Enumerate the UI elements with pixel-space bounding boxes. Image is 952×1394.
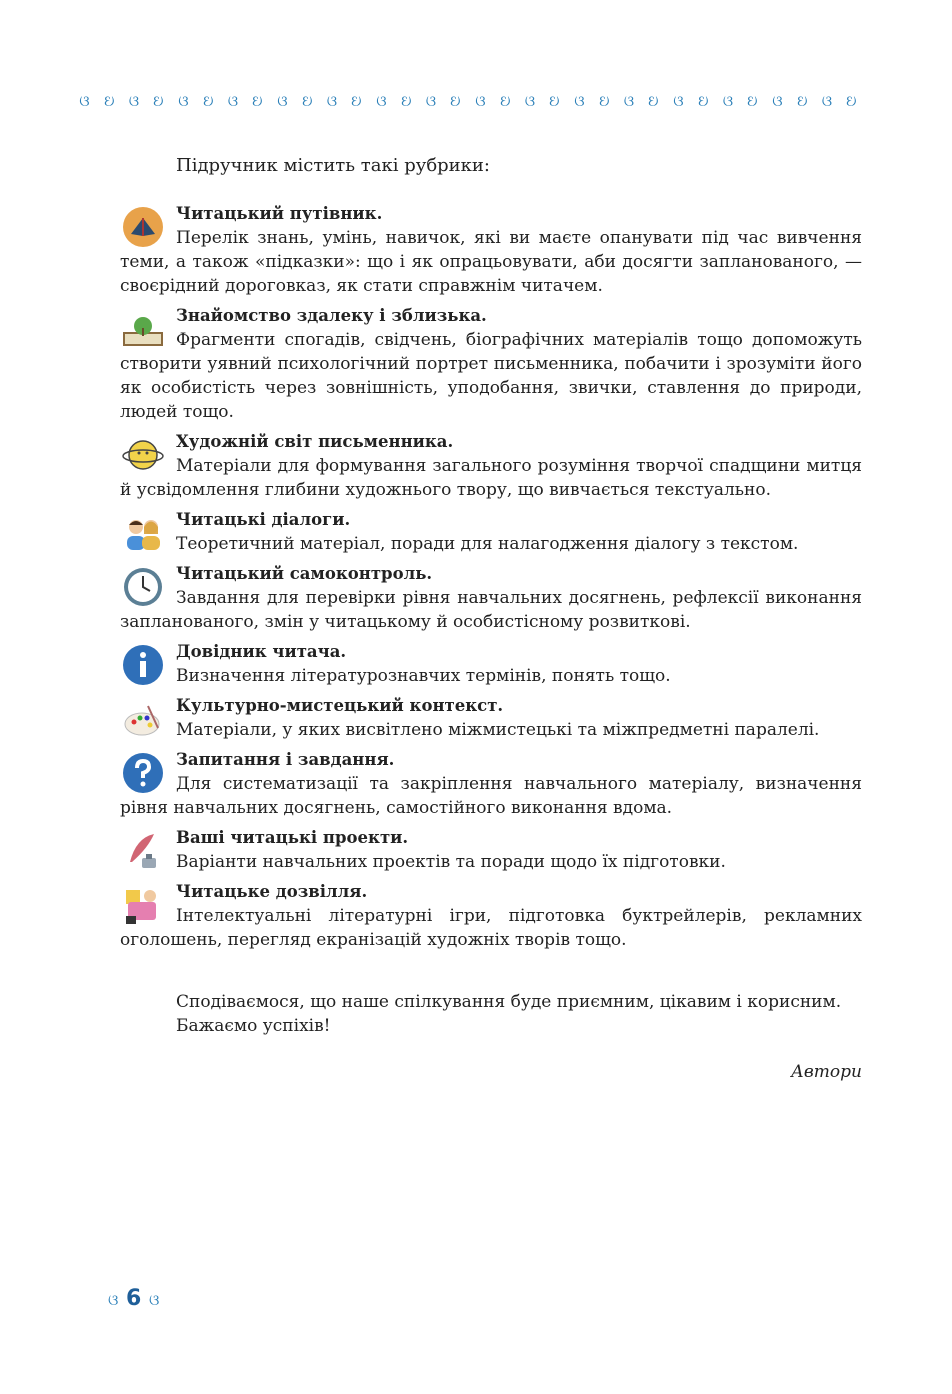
palette-icon xyxy=(122,698,164,740)
closing-wish: Бажаємо успіхів! xyxy=(176,1016,331,1036)
ornament-glyph-icon: ଓ xyxy=(499,92,511,110)
rubric-description: Матеріали, у яких висвітлено міжмистецькі та міжпредметні паралелі. xyxy=(176,720,820,740)
page-number-footer xyxy=(108,1286,159,1311)
info-icon xyxy=(122,644,164,686)
ornament-glyph-icon: ଓ xyxy=(722,92,734,110)
ornament-glyph-icon: ଓ xyxy=(697,92,709,110)
rubric-item xyxy=(120,694,862,742)
rubric-description: Завдання для перевірки рівня навчальних досягнень, рефлексії виконання запланованого, змін у читацькому й особистісному розвиткові. xyxy=(120,588,862,632)
rubric-description: Перелік знань, умінь, навичок, які ви маєте опанувати під час вивчення теми, а також «підказки»: що і як опрацьовувати, аби досягти запланованого, — своєрідний дороговказ, як стати справжнім читачем. xyxy=(120,228,862,296)
ornament-glyph-icon: ଓ xyxy=(673,92,684,110)
ornament-glyph-icon: ଓ xyxy=(598,92,610,110)
rubric-description: Фрагменти спогадів, свідчень, біографічних матеріалів тощо допоможуть створити уявний психологічний портрет письменника, побачити і зрозуміти його як особистість через зовнішність, уподобання, звички, ставлення до природи, людей тощо. xyxy=(120,330,862,422)
ornament-glyph-icon: ଓ xyxy=(648,92,659,110)
rubric-title: Запитання і завдання. xyxy=(176,750,395,769)
rubric-title: Довідник читача. xyxy=(176,642,347,661)
clock-icon xyxy=(122,566,164,608)
planet-icon xyxy=(122,434,164,476)
ornament-glyph-icon: ଓ xyxy=(425,92,437,110)
rubric-item xyxy=(120,508,862,556)
ornament-glyph-icon: ଓ xyxy=(153,92,164,110)
rubric-title: Читацький самоконтроль. xyxy=(176,564,433,583)
rubric-description: Варіанти навчальних проектів та поради щодо їх підготовки. xyxy=(176,852,726,872)
ornament-glyph-icon: ଓ xyxy=(846,92,857,110)
ornament-glyph-icon: ଓ xyxy=(277,92,288,110)
rubric-title: Читацьке дозвілля. xyxy=(176,882,368,901)
rubric-title: Читацькі діалоги. xyxy=(176,510,351,529)
page-number: 6 xyxy=(126,1286,142,1311)
leisure-icon xyxy=(122,884,164,926)
ornament-glyph-icon: ଓ xyxy=(326,92,338,110)
ornament-glyph-icon: ଓ xyxy=(450,92,461,110)
question-icon xyxy=(122,752,164,794)
intro-text: Підручник містить такі рубрики: xyxy=(176,155,490,176)
rubric-title: Культурно-мистецький контекст. xyxy=(176,696,504,715)
ornament-glyph-icon: ଓ xyxy=(574,92,585,110)
ornament-glyph-icon: ଓ xyxy=(227,92,239,110)
signature: Автори xyxy=(791,1062,862,1082)
rubric-title: Знайомство здалеку і зблизька. xyxy=(176,306,487,325)
rubric-item xyxy=(120,304,862,424)
ornament-glyph-icon: ଓ xyxy=(351,92,362,110)
rubric-item xyxy=(120,826,862,874)
ornament-glyph-icon: ଓ xyxy=(821,92,833,110)
ornament-glyph-icon: ଓ xyxy=(623,92,635,110)
ornament-glyph-icon: ଓ xyxy=(252,92,263,110)
rubric-item xyxy=(120,202,862,298)
ornament-glyph-icon: ଓ xyxy=(79,92,90,110)
ornament-glyph-icon: ଓ xyxy=(400,92,412,110)
quill-ink-icon xyxy=(122,830,164,872)
closing-text xyxy=(148,990,862,1038)
ornament-glyph-icon: ଓ xyxy=(103,92,115,110)
rubric-description: Інтелектуальні літературні ігри, підготовка буктрейлерів, рекламних оголошень, перегляд екранізацій художніх творів тощо. xyxy=(120,906,862,950)
ornament-left-icon: ଓ xyxy=(108,1291,119,1309)
ornament-glyph-icon: ଓ xyxy=(549,92,560,110)
rubric-item xyxy=(120,430,862,502)
ornament-glyph-icon: ଓ xyxy=(475,92,486,110)
rubric-description: Визначення літературознавчих термінів, понять тощо. xyxy=(176,666,671,686)
rubric-list xyxy=(120,202,862,958)
ornament-glyph-icon: ଓ xyxy=(202,92,214,110)
rubric-title: Ваші читацькі проекти. xyxy=(176,828,409,847)
book-icon xyxy=(122,206,164,248)
ornament-glyph-icon: ଓ xyxy=(178,92,189,110)
ornament-glyph-icon: ଓ xyxy=(772,92,783,110)
rubric-description: Теоретичний матеріал, поради для налагодження діалогу з текстом. xyxy=(176,534,799,554)
ornament-glyph-icon: ଓ xyxy=(796,92,808,110)
top-ornament-border xyxy=(72,92,864,116)
rubric-title: Читацький путівник. xyxy=(176,204,383,223)
rubric-description: Для систематизації та закріплення навчального матеріалу, визначення рівня навчальних досягнень, самостійного виконання вдома. xyxy=(120,774,862,818)
ornament-right-icon: ଓ xyxy=(149,1291,160,1309)
ornament-glyph-icon: ଓ xyxy=(301,92,313,110)
rubric-item xyxy=(120,562,862,634)
people-icon xyxy=(122,512,164,554)
ornament-glyph-icon: ଓ xyxy=(524,92,536,110)
closing-paragraph: Сподіваємося, що наше спілкування буде приємним, цікавим і корисним. xyxy=(176,992,842,1012)
rubric-description: Матеріали для формування загального розуміння творчої спадщини митця й усвідомлення глибини художнього твору, що вивчається текстуально. xyxy=(120,456,862,500)
rubric-item xyxy=(120,748,862,820)
rubric-item xyxy=(120,640,862,688)
rubric-title: Художній світ письменника. xyxy=(176,432,454,451)
ornament-glyph-icon: ଓ xyxy=(128,92,140,110)
landscape-book-icon xyxy=(122,308,164,350)
ornament-glyph-icon: ଓ xyxy=(747,92,758,110)
rubric-item xyxy=(120,880,862,952)
ornament-glyph-icon: ଓ xyxy=(376,92,387,110)
